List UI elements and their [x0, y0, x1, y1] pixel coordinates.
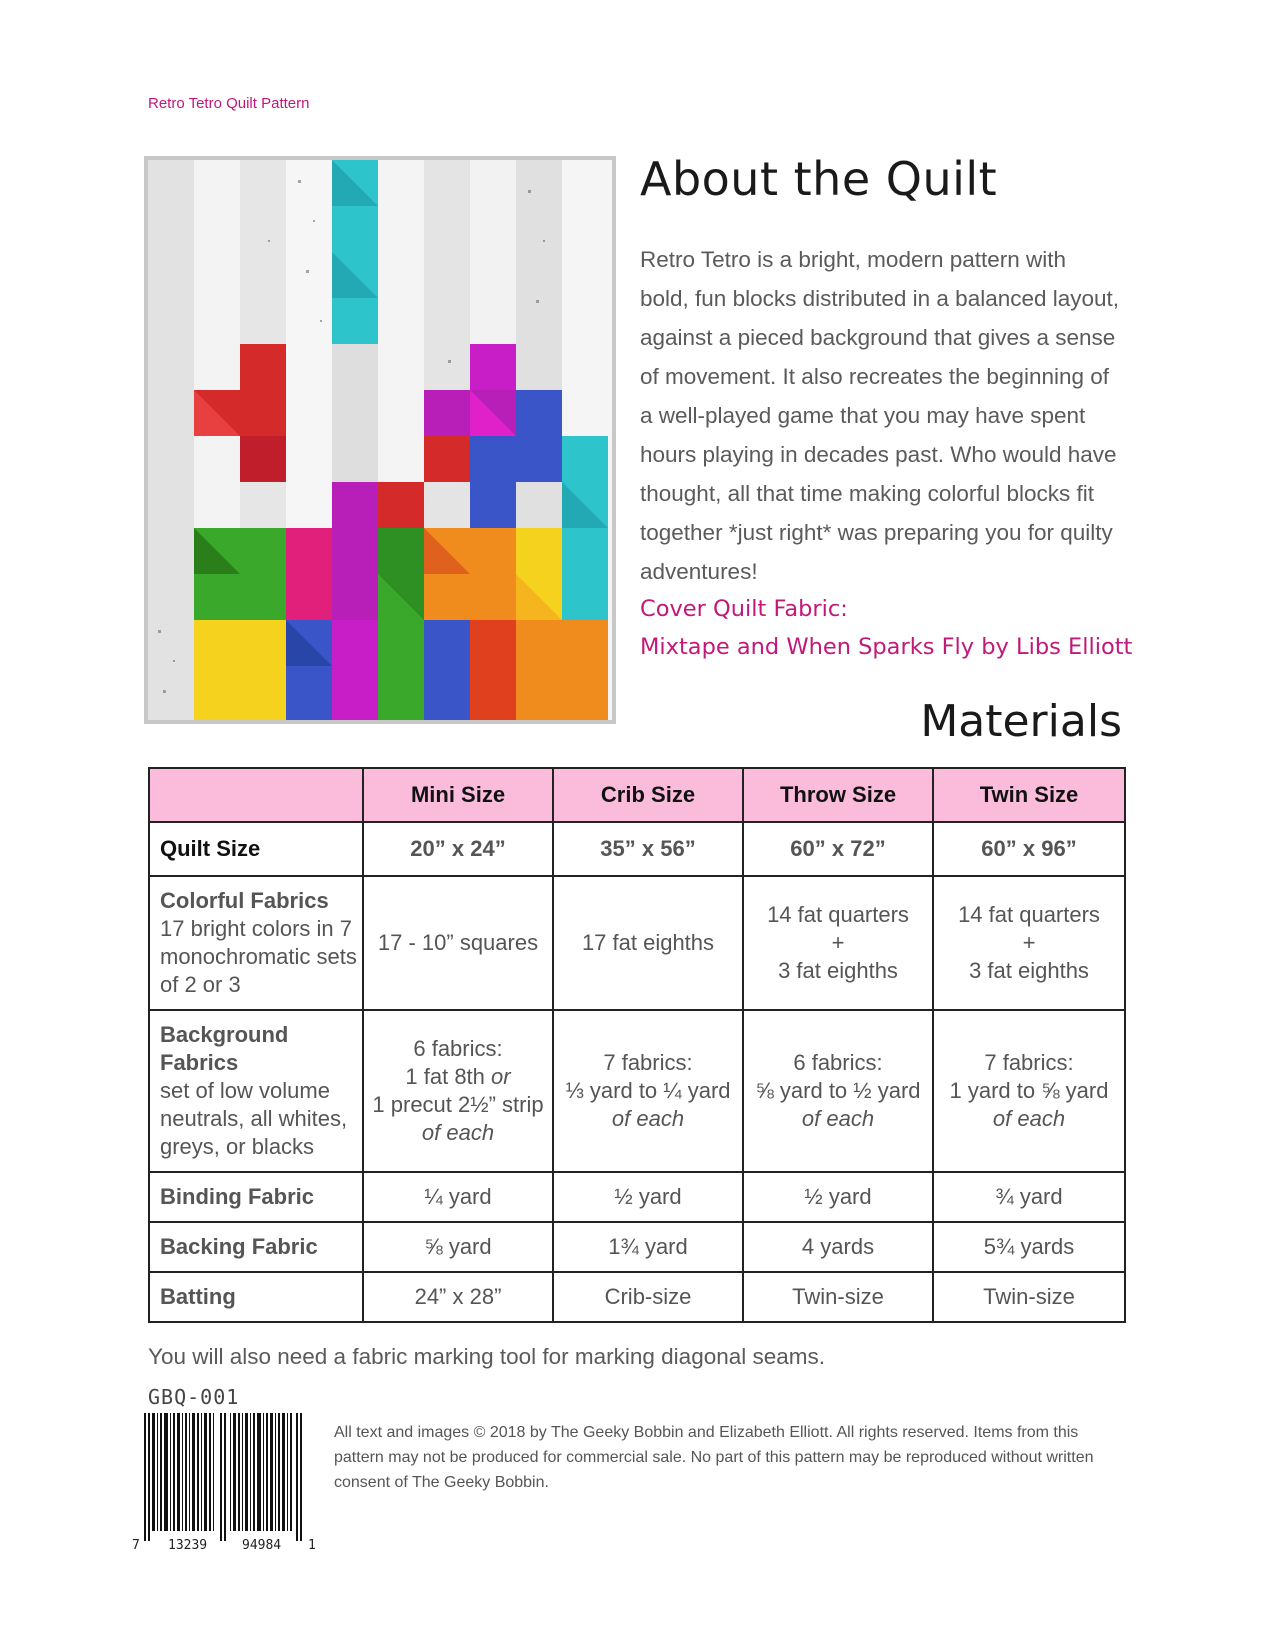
table-cell: Twin-size — [743, 1272, 933, 1322]
marking-tool-note: You will also need a fabric marking tool for marking diagonal seams. — [148, 1344, 826, 1369]
row-label: Binding Fabric — [149, 1172, 363, 1222]
column-header-crib: Crib Size — [553, 768, 743, 822]
barcode-group-right: 94984 — [242, 1538, 282, 1553]
row-label: Backing Fabric — [149, 1222, 363, 1272]
table-cell: 20” x 24” — [363, 822, 553, 876]
barcode-digit-left: 7 — [132, 1538, 140, 1553]
table-cell: 7 fabrics: ⅓ yard to ¼ yard of each — [553, 1010, 743, 1172]
table-row-quilt-size — [149, 822, 1125, 876]
column-header-throw: Throw Size — [743, 768, 933, 822]
table-cell: 5¾ yards — [933, 1222, 1125, 1272]
table-cell: 7 fabrics: 1 yard to ⅝ yard of each — [933, 1010, 1125, 1172]
row-label: Colorful Fabrics 17 bright colors in 7 monochromatic sets of 2 or 3 — [149, 876, 363, 1010]
row-label: Background Fabrics set of low volume neutrals, all whites, greys, or blacks — [149, 1010, 363, 1172]
table-cell: ¼ yard — [363, 1172, 553, 1222]
table-row-binding — [149, 1172, 1125, 1222]
barcode-group-left: 13239 — [168, 1538, 208, 1553]
table-row-batting — [149, 1272, 1125, 1322]
cover-fabric-label: Cover Quilt Fabric: — [640, 596, 848, 622]
table-cell: 17 fat eighths — [553, 876, 743, 1010]
table-cell: 1¾ yard — [553, 1222, 743, 1272]
column-header-mini: Mini Size — [363, 768, 553, 822]
column-header-twin: Twin Size — [933, 768, 1125, 822]
table-row-backing — [149, 1222, 1125, 1272]
table-cell: ½ yard — [553, 1172, 743, 1222]
table-header-row — [149, 768, 1125, 822]
barcode — [132, 1413, 332, 1553]
materials-table — [148, 767, 1126, 1323]
table-cell: ½ yard — [743, 1172, 933, 1222]
table-cell: 35” x 56” — [553, 822, 743, 876]
table-cell: 60” x 72” — [743, 822, 933, 876]
table-row-colorful — [149, 876, 1125, 1010]
row-label: Quilt Size — [149, 822, 363, 876]
table-cell: 6 fabrics: ⅝ yard to ½ yard of each — [743, 1010, 933, 1172]
about-heading: About the Quilt — [640, 152, 998, 206]
table-cell: Crib-size — [553, 1272, 743, 1322]
row-label: Batting — [149, 1272, 363, 1322]
table-cell: 24” x 28” — [363, 1272, 553, 1322]
table-cell: 14 fat quarters + 3 fat eighths — [933, 876, 1125, 1010]
table-cell: 14 fat quarters + 3 fat eighths — [743, 876, 933, 1010]
table-row-background — [149, 1010, 1125, 1172]
table-cell: 17 - 10” squares — [363, 876, 553, 1010]
table-cell: 60” x 96” — [933, 822, 1125, 876]
sku-code: GBQ-001 — [148, 1385, 240, 1409]
table-cell: 4 yards — [743, 1222, 933, 1272]
table-cell: Twin-size — [933, 1272, 1125, 1322]
copyright-notice: All text and images © 2018 by The Geeky Bobbin and Elizabeth Elliott. All rights reserved. Items from this pattern may not be produced for commercial sale. No part of this pattern may be reproduced without written consent of The Geeky Bobbin. — [334, 1424, 1094, 1491]
materials-heading: Materials — [920, 696, 1122, 747]
barcode-digit-right: 1 — [308, 1538, 316, 1553]
table-cell: ⅝ yard — [363, 1222, 553, 1272]
table-corner-cell — [149, 768, 363, 822]
cover-fabric-value: Mixtape and When Sparks Fly by Libs Elliott — [640, 634, 1133, 660]
table-cell: ¾ yard — [933, 1172, 1125, 1222]
quilt-cover-image — [144, 156, 616, 724]
about-description: Retro Tetro is a bright, modern pattern with bold, fun blocks distributed in a balanced layout, against a pieced background that gives a sense of movement. It also recreates the beginning of a well-played game that you may have spent hours playing in decades past. Who would have thought, all that time making colorful blocks fit together *just right* was preparing you for quilty adventures! — [640, 247, 1120, 584]
table-cell: 6 fabrics: 1 fat 8th or 1 precut 2½” strip of each — [363, 1010, 553, 1172]
header-title: Retro Tetro Quilt Pattern — [148, 95, 310, 112]
